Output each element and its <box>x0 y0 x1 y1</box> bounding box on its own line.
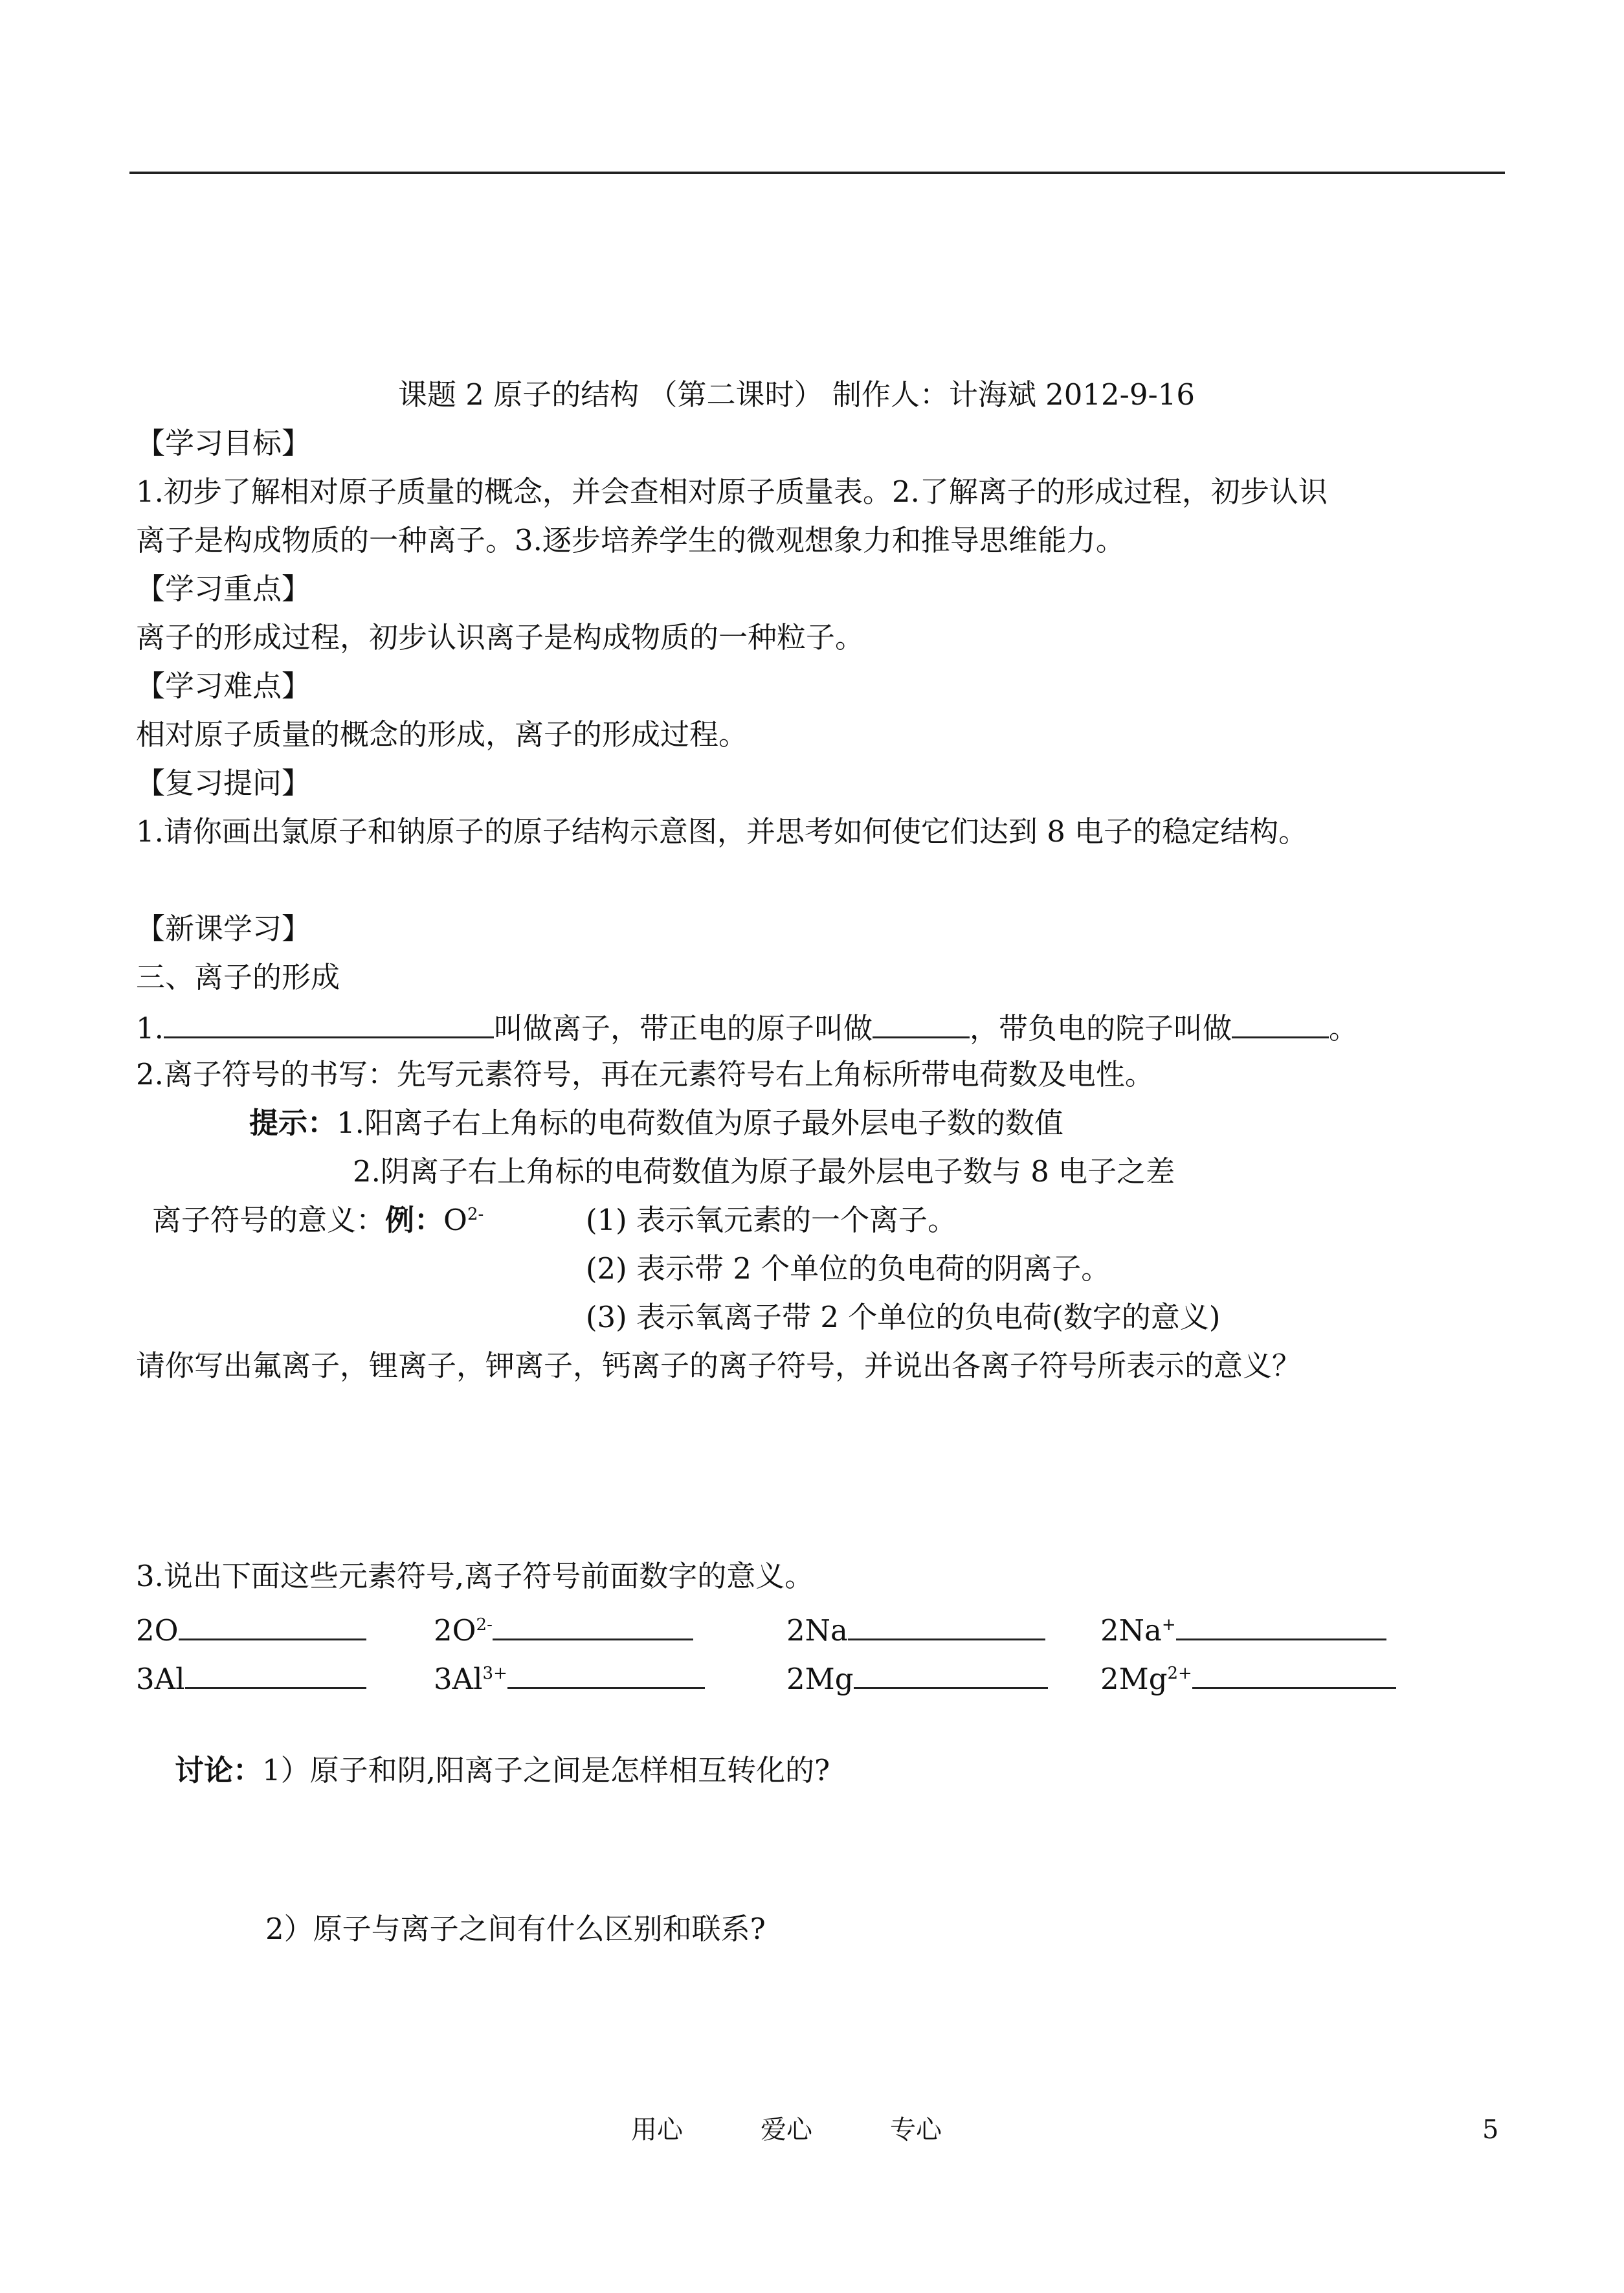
footer-motto-1: 用心 <box>631 2115 683 2145</box>
page-number: 5 <box>1482 2115 1499 2145</box>
question-1 <box>136 1007 1358 1048</box>
symbol-text: 2Na <box>786 1613 848 1648</box>
symbol-charge: 2+ <box>1167 1664 1192 1683</box>
key-points-heading: 【学习重点】 <box>136 572 311 606</box>
symbol-item-3Al3+ <box>434 1657 705 1699</box>
question-1-text-a: 叫做离子，带正电的原子叫做 <box>493 1011 873 1046</box>
goals-heading: 【学习目标】 <box>136 426 311 460</box>
symbol-text: 3Al <box>434 1662 483 1696</box>
question-2: 2.离子符号的书写：先写元素符号，再在元素符号右上角标所带电荷数及电性。 <box>136 1057 1154 1091</box>
hint-line-1 <box>249 1104 1063 1143</box>
meaning-3: (3) 表示氧离子带 2 个单位的负电荷(数字的意义) <box>586 1300 1221 1334</box>
question-1-number: 1. <box>136 1011 164 1046</box>
goals-text-2: 离子是构成物质的一种离子。3.逐步培养学生的微观想象力和推导思维能力。 <box>136 523 1125 557</box>
ion-meaning-example <box>152 1201 484 1240</box>
answer-blank[interactable] <box>854 1657 1048 1689</box>
symbol-text: 2O <box>434 1613 476 1648</box>
footer-motto-3: 专心 <box>890 2115 942 2145</box>
example-charge: 2- <box>467 1205 484 1224</box>
symbol-text: 2Mg <box>786 1662 854 1696</box>
header-rule <box>129 172 1505 174</box>
discussion-1 <box>175 1751 830 1790</box>
exercise-text: 请你写出氟离子，锂离子，钾离子，钙离子的离子符号，并说出各离子符号所表示的意义？ <box>136 1348 1302 1383</box>
symbol-text: 3Al <box>136 1662 185 1696</box>
hint-label: 提示： <box>249 1106 337 1140</box>
question-1-text-b: ，带负电的院子叫做 <box>969 1011 1232 1046</box>
symbol-item-2Mg <box>786 1657 1048 1699</box>
answer-blank[interactable] <box>873 1007 970 1038</box>
hint-2: 2.阴离子右上角标的电荷数值为原子最外层电子数与 8 电子之差 <box>353 1154 1175 1189</box>
answer-blank[interactable] <box>179 1609 366 1640</box>
example-symbol: O <box>443 1203 467 1237</box>
meaning-label: 离子符号的意义： <box>152 1203 386 1237</box>
answer-blank[interactable] <box>164 1007 494 1038</box>
symbol-item-2Mg2+ <box>1100 1657 1396 1699</box>
answer-blank[interactable] <box>493 1609 693 1640</box>
symbol-item-3Al <box>136 1657 366 1699</box>
symbol-text: 2O <box>136 1613 179 1648</box>
question-3: 3.说出下面这些元素符号,离子符号前面数字的意义。 <box>136 1559 814 1593</box>
example-label: 例： <box>385 1203 444 1237</box>
meaning-2: (2) 表示带 2 个单位的负电荷的阴离子。 <box>586 1251 1111 1286</box>
discussion-2: 2）原子与离子之间有什么区别和联系? <box>265 1912 766 1946</box>
footer-motto-2: 爱心 <box>761 2115 812 2145</box>
meaning-1: (1) 表示氧元素的一个离子。 <box>586 1203 957 1237</box>
new-lesson-heading: 【新课学习】 <box>136 912 311 946</box>
symbol-text: 2Mg <box>1100 1662 1168 1696</box>
goals-text-1: 1.初步了解相对原子质量的概念，并会查相对原子质量表。2.了解离子的形成过程，初步认识 <box>136 475 1328 509</box>
symbol-item-2Na+ <box>1100 1609 1386 1650</box>
answer-blank[interactable] <box>1232 1007 1329 1038</box>
symbol-item-2O2- <box>434 1609 693 1650</box>
symbol-charge: 2- <box>476 1615 493 1635</box>
review-heading: 【复习提问】 <box>136 766 311 800</box>
answer-blank[interactable] <box>1176 1609 1386 1640</box>
symbol-charge: + <box>1161 1615 1176 1635</box>
symbol-item-2Na <box>786 1609 1045 1650</box>
page-title: 课题 2 原子的结构 （第二课时） 制作人：计海斌 2012-9-16 <box>398 377 1195 412</box>
symbol-charge: 3+ <box>482 1664 507 1683</box>
key-points-text: 离子的形成过程，初步认识离子是构成物质的一种粒子。 <box>136 620 865 654</box>
discussion-1-text: 1）原子和阴,阳离子之间是怎样相互转化的? <box>262 1753 830 1787</box>
symbol-item-2O <box>136 1609 366 1650</box>
answer-blank[interactable] <box>185 1657 366 1689</box>
answer-blank[interactable] <box>848 1609 1045 1640</box>
review-text: 1.请你画出氯原子和钠原子的原子结构示意图，并思考如何使它们达到 8 电子的稳定结构。 <box>136 814 1308 849</box>
answer-blank[interactable] <box>1192 1657 1396 1689</box>
difficulties-heading: 【学习难点】 <box>136 669 311 703</box>
question-1-end: 。 <box>1328 1011 1358 1046</box>
discussion-label: 讨论： <box>175 1753 263 1787</box>
answer-blank[interactable] <box>507 1657 705 1689</box>
hint-1: 1.阳离子右上角标的电荷数值为原子最外层电子数的数值 <box>337 1106 1063 1140</box>
ion-formation-subheading: 三、离子的形成 <box>136 960 340 994</box>
difficulties-text: 相对原子质量的概念的形成，离子的形成过程。 <box>136 717 748 752</box>
symbol-text: 2Na <box>1100 1613 1162 1648</box>
